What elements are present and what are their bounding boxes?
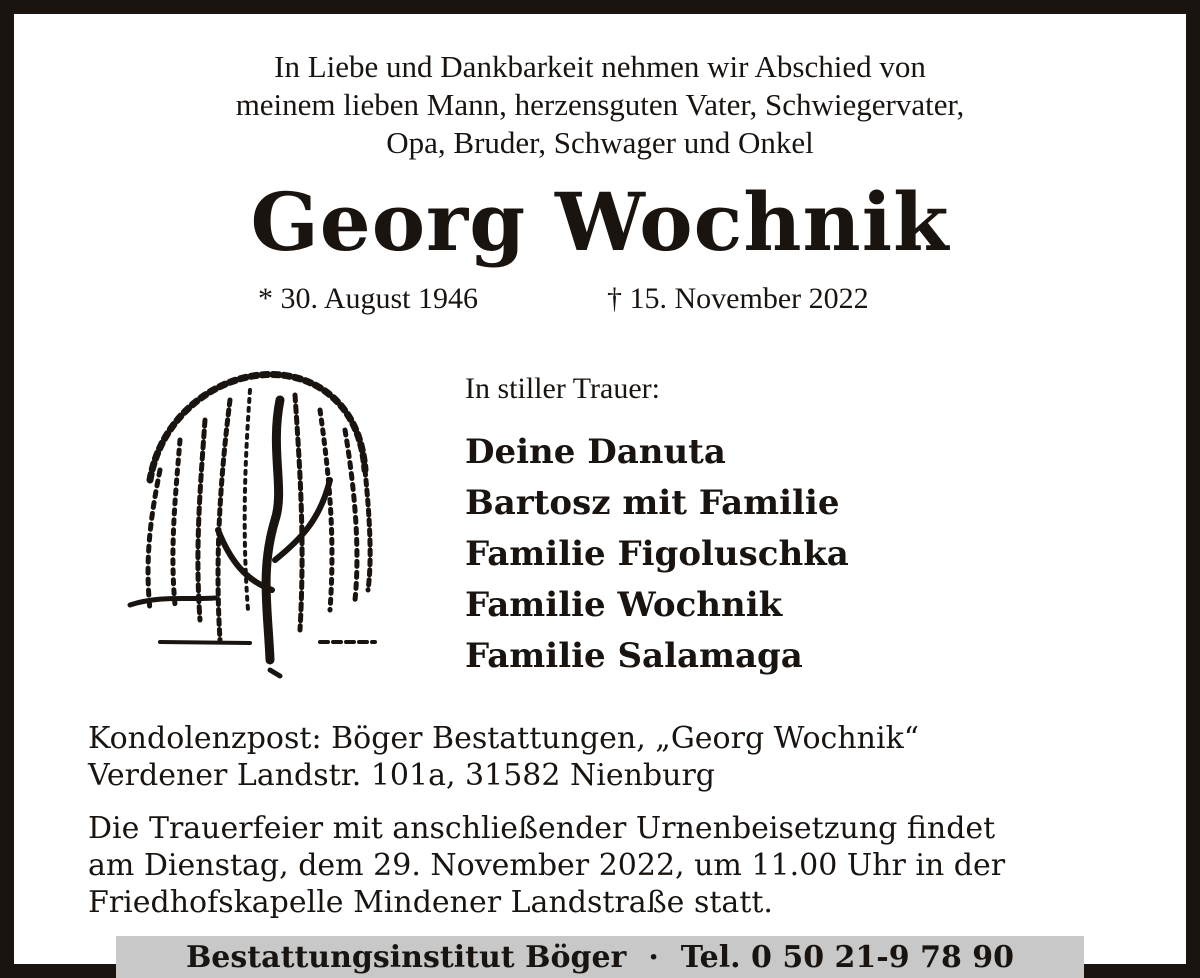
- separator-dot: ·: [648, 939, 659, 975]
- mourning-label: In stiller Trauer:: [465, 372, 660, 405]
- mourner-name: Familie Salamaga: [465, 636, 803, 676]
- ceremony-line: Die Trauerfeier mit anschließender Urnenbeisetzung findet: [88, 811, 996, 846]
- funeral-home-phone: Tel. 0 50 21-9 78 90: [680, 939, 1015, 975]
- condolence-address: [88, 720, 919, 794]
- mourner-name: Familie Figoluschka: [465, 534, 849, 574]
- intro-line: In Liebe und Dankbarkeit nehmen wir Abschied von: [274, 49, 926, 84]
- intro-text: [0, 48, 1200, 162]
- mourners-list: [465, 427, 849, 682]
- ceremony-line: am Dienstag, dem 29. November 2022, um 11.00 Uhr in der: [88, 848, 1006, 883]
- condolence-line: Verdener Landstr. 101a, 31582 Nienburg: [88, 758, 715, 793]
- funeral-home-name: Bestattungsinstitut Böger: [185, 939, 627, 975]
- intro-line: meinem lieben Mann, herzensguten Vater, Schwiegervater,: [235, 87, 965, 122]
- weeping-willow-icon: [120, 360, 390, 680]
- funeral-home-footer: [116, 936, 1084, 978]
- death-date: † 15. November 2022: [607, 282, 869, 315]
- intro-line: Opa, Bruder, Schwager und Onkel: [386, 125, 814, 160]
- ceremony-info: [88, 810, 1118, 921]
- mourner-name: Bartosz mit Familie: [465, 483, 840, 523]
- deceased-name: Georg Wochnik: [250, 175, 950, 269]
- birth-date: * 30. August 1946: [258, 282, 479, 315]
- mourner-name: Familie Wochnik: [465, 585, 783, 625]
- mourner-name: Deine Danuta: [465, 432, 726, 472]
- ceremony-line: Friedhofskapelle Mindener Landstraße statt.: [88, 885, 773, 920]
- condolence-line: Kondolenzpost: Böger Bestattungen, „Georg Wochnik“: [88, 721, 920, 756]
